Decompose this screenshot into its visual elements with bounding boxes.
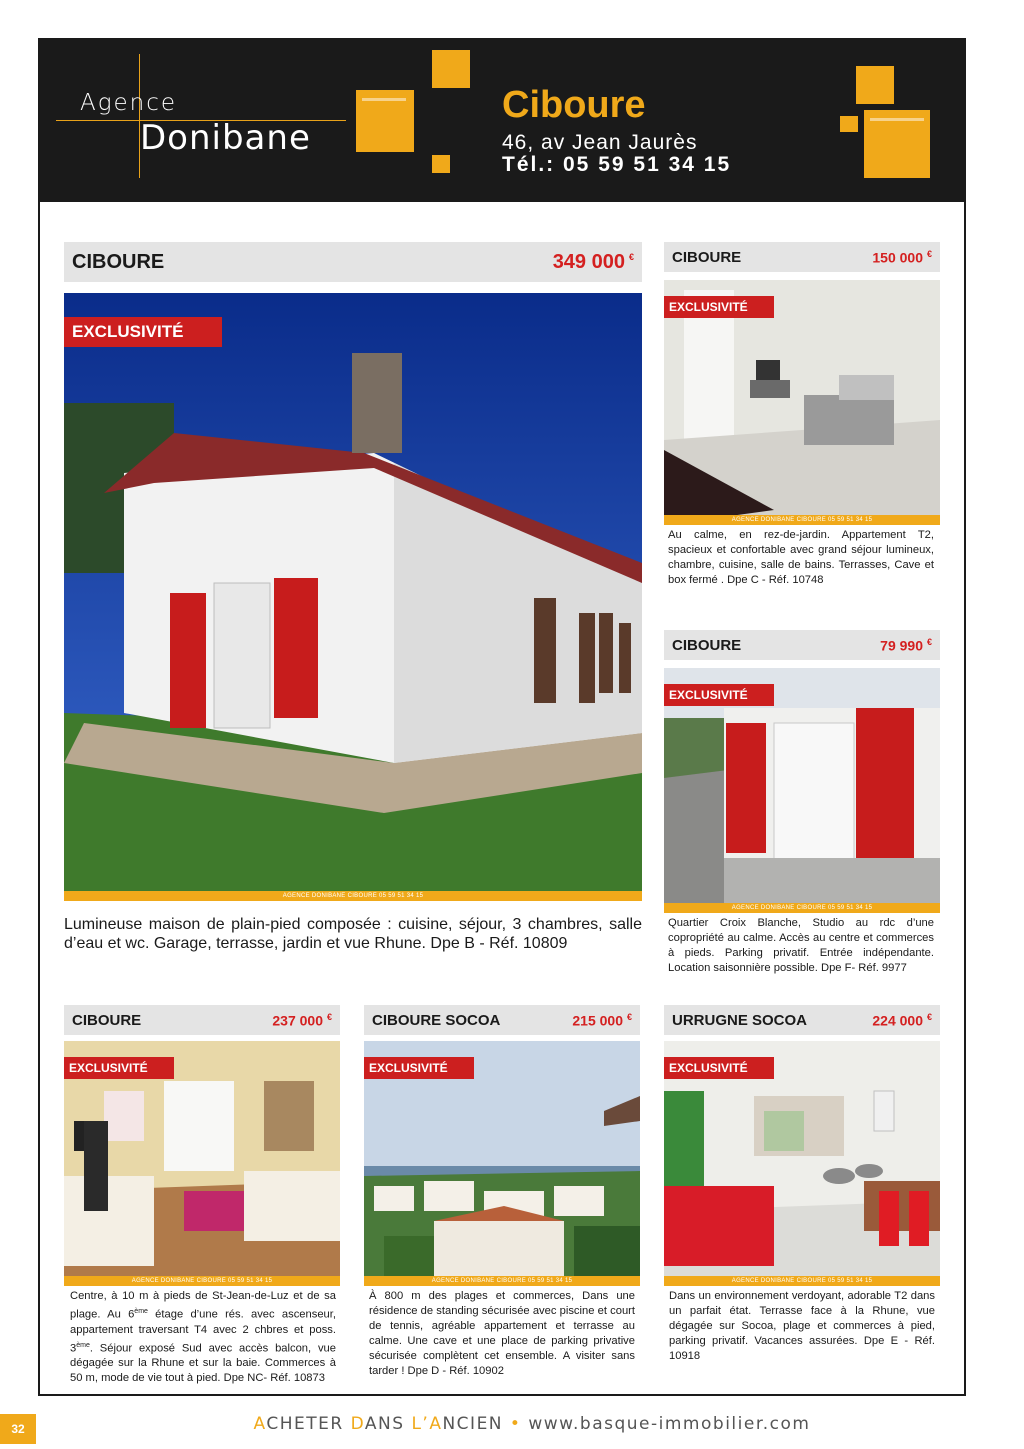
listing-photo[interactable] <box>364 1041 640 1286</box>
deco-square <box>840 116 858 132</box>
listing-photo[interactable] <box>664 1041 940 1286</box>
listing-price: 349 000 € <box>552 250 634 273</box>
photo-credit: AGENCE DONIBANE CIBOURE 05 59 51 34 15 <box>664 1276 940 1286</box>
listing-title: CIBOURE <box>72 1011 142 1029</box>
listing-photo[interactable] <box>664 280 940 525</box>
deco-square <box>432 155 450 173</box>
listing-photo[interactable] <box>64 1041 340 1286</box>
listing-photo[interactable] <box>664 668 940 913</box>
page-number: 32 <box>0 1414 36 1444</box>
listing-card[interactable] <box>664 630 940 660</box>
listing-header <box>664 242 940 272</box>
listing-title: CIBOURE <box>672 636 742 654</box>
listing-header <box>64 1005 340 1035</box>
agency-name-line2: Donibane <box>140 118 311 158</box>
exclusivity-badge: EXCLUSIVITÉ <box>664 296 774 318</box>
listing-price: 215 000 € <box>572 1011 632 1029</box>
listing-title: CIBOURE SOCOA <box>372 1011 501 1029</box>
deco-line <box>362 98 406 101</box>
listing-header <box>664 630 940 660</box>
listing-description: Lumineuse maison de plain-pied composée : cuisine, séjour, 3 chambres, salle d’eau et wc. Garage, terrasse, jardin et vue Rhune. Dpe B - Réf. 10809 <box>64 916 642 952</box>
listing-title: CIBOURE <box>72 250 165 273</box>
listing-card[interactable] <box>664 242 940 272</box>
deco-line <box>870 118 924 121</box>
listing-header <box>64 242 642 282</box>
footer-tagline: ACHETER DANS L’ANCIEN • www.basque-immobilier.com <box>253 1414 811 1434</box>
listing-price: 79 990 € <box>880 636 932 654</box>
deco-square <box>856 66 894 104</box>
listing-card[interactable] <box>364 1005 640 1035</box>
agency-name-line1: Agence <box>80 90 178 116</box>
listing-description: Quartier Croix Blanche, Studio au rdc d’une copropriété au calme. Accès au centre et commerces à pieds. Parking privatif. Entrée indépendante. Location saisonnière possible. Dpe F- Réf. 9977 <box>668 917 934 974</box>
exclusivity-badge: EXCLUSIVITÉ <box>664 684 774 706</box>
listing-title: CIBOURE <box>672 248 742 266</box>
photo-credit: AGENCE DONIBANE CIBOURE 05 59 51 34 15 <box>64 891 642 901</box>
listing-price: 237 000 € <box>272 1011 332 1029</box>
office-city: Ciboure <box>502 84 646 126</box>
listing-description: Centre, à 10 m à pieds de St-Jean-de-Luz et de sa plage. Au 6ème étage d’une rés. avec ascenseur, appartement traversant T4 avec 2 chbres et poss. 3ème. Séjour exposé Sud avec accès balcon, vue dégagée sur la Rhune et sur la baie. Commerces à 50 m, mode de vie tout à pied. Dpe NC- Réf. 10873 <box>70 1290 336 1385</box>
photo-credit: AGENCE DONIBANE CIBOURE 05 59 51 34 15 <box>64 1276 340 1286</box>
logo-rule-vertical <box>139 54 140 178</box>
exclusivity-badge: EXCLUSIVITÉ <box>64 1057 174 1079</box>
exclusivity-badge: EXCLUSIVITÉ <box>364 1057 474 1079</box>
listing-description: Au calme, en rez-de-jardin. Appartement T2, spacieux et confortable avec grand séjour lumineux, chambre, cuisine, salle de bains. Terrasses, Cave et box fermé . Dpe C - Réf. 10748 <box>668 529 934 586</box>
listing-card[interactable] <box>664 1005 940 1035</box>
office-phone: Tél.: 05 59 51 34 15 <box>502 153 732 176</box>
exclusivity-badge: EXCLUSIVITÉ <box>664 1057 774 1079</box>
listing-photo[interactable] <box>64 293 642 901</box>
listing-price: 224 000 € <box>872 1011 932 1029</box>
listing-card[interactable] <box>64 242 642 282</box>
footer-url[interactable]: www.basque-immobilier.com <box>528 1414 811 1434</box>
listing-title: URRUGNE SOCOA <box>672 1011 808 1029</box>
office-address: 46, av Jean Jaurès <box>502 131 698 154</box>
photo-credit: AGENCE DONIBANE CIBOURE 05 59 51 34 15 <box>664 515 940 525</box>
listing-header <box>364 1005 640 1035</box>
agency-header <box>40 40 964 202</box>
photo-credit: AGENCE DONIBANE CIBOURE 05 59 51 34 15 <box>364 1276 640 1286</box>
listing-description: Dans un environnement verdoyant, adorable T2 dans un parfait état. Terrasse face à la Rhune, vue dégagée sur Socoa, plage et commerces à pied, parking privatif. Vacances assurées. Dpe E - Réf. 10918 <box>669 1290 935 1362</box>
photo-credit: AGENCE DONIBANE CIBOURE 05 59 51 34 15 <box>664 903 940 913</box>
listing-header <box>664 1005 940 1035</box>
listing-price: 150 000 € <box>872 248 932 266</box>
exclusivity-badge: EXCLUSIVITÉ <box>64 317 222 347</box>
deco-square <box>432 50 470 88</box>
listing-description: À 800 m des plages et commerces, Dans une résidence de standing sécurisée avec piscine et court de tennis, agréable appartement et terrasse au calme. Une cave et une place de parking privative sécurisée complètent cet ensemble. A visiter sans tarder ! Dpe D - Réf. 10902 <box>369 1290 635 1377</box>
listing-card[interactable] <box>64 1005 340 1035</box>
